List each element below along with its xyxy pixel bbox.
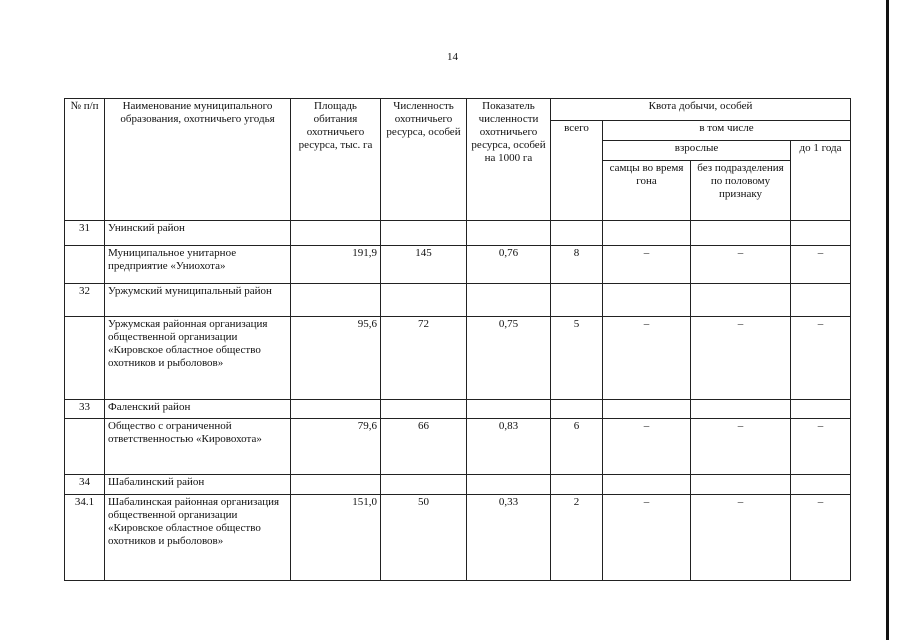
row-males: – bbox=[603, 495, 691, 581]
header-no-sex: без подразделения по половому признаку bbox=[691, 161, 791, 221]
row-area bbox=[291, 400, 381, 419]
row-num: 34 bbox=[65, 475, 105, 495]
header-area: Площадь обитания охотничьего ресурса, тыс. га bbox=[291, 99, 381, 221]
row-population bbox=[381, 284, 467, 317]
row-population bbox=[381, 221, 467, 246]
row-num bbox=[65, 317, 105, 400]
row-num: 32 bbox=[65, 284, 105, 317]
row-population: 66 bbox=[381, 419, 467, 475]
row-males bbox=[603, 221, 691, 246]
row-name: Шабалинский район bbox=[105, 475, 291, 495]
row-name: Шабалинская районная организация общественной организации «Кировское областное общество охотников и рыболовов» bbox=[105, 495, 291, 581]
row-density bbox=[467, 284, 551, 317]
row-nosex bbox=[691, 400, 791, 419]
table-row bbox=[65, 400, 851, 419]
header-density: Показатель численности охотничьего ресурса, особей на 1000 га bbox=[467, 99, 551, 221]
row-population bbox=[381, 475, 467, 495]
table-row bbox=[65, 475, 851, 495]
row-total: 2 bbox=[551, 495, 603, 581]
header-adults: взрослые bbox=[603, 141, 791, 161]
row-total bbox=[551, 475, 603, 495]
row-males bbox=[603, 400, 691, 419]
row-population: 72 bbox=[381, 317, 467, 400]
row-density: 0,76 bbox=[467, 246, 551, 284]
row-area: 151,0 bbox=[291, 495, 381, 581]
row-num bbox=[65, 246, 105, 284]
row-nosex: – bbox=[691, 317, 791, 400]
row-density bbox=[467, 221, 551, 246]
row-name: Унинский район bbox=[105, 221, 291, 246]
row-density bbox=[467, 475, 551, 495]
row-area bbox=[291, 284, 381, 317]
row-name: Фаленский район bbox=[105, 400, 291, 419]
row-total bbox=[551, 400, 603, 419]
row-young bbox=[791, 475, 851, 495]
row-name: Уржумская районная организация общественной организации «Кировское областное общество охотников и рыболовов» bbox=[105, 317, 291, 400]
row-nosex bbox=[691, 284, 791, 317]
row-males: – bbox=[603, 246, 691, 284]
row-num: 31 bbox=[65, 221, 105, 246]
row-num bbox=[65, 419, 105, 475]
row-total: 8 bbox=[551, 246, 603, 284]
row-density: 0,33 bbox=[467, 495, 551, 581]
row-young bbox=[791, 400, 851, 419]
header-under-year: до 1 года bbox=[791, 141, 851, 221]
row-density: 0,83 bbox=[467, 419, 551, 475]
quota-table bbox=[64, 98, 851, 581]
right-margin-rule bbox=[886, 0, 889, 640]
row-total bbox=[551, 221, 603, 246]
row-nosex: – bbox=[691, 419, 791, 475]
row-area bbox=[291, 475, 381, 495]
row-total: 6 bbox=[551, 419, 603, 475]
row-area bbox=[291, 221, 381, 246]
header-population: Численность охотничьего ресурса, особей bbox=[381, 99, 467, 221]
row-name: Уржумский муниципальный район bbox=[105, 284, 291, 317]
row-density: 0,75 bbox=[467, 317, 551, 400]
row-name: Муниципальное унитарное предприятие «Униохота» bbox=[105, 246, 291, 284]
header-total: всего bbox=[551, 121, 603, 221]
row-young bbox=[791, 221, 851, 246]
row-total bbox=[551, 284, 603, 317]
row-nosex bbox=[691, 221, 791, 246]
row-males: – bbox=[603, 419, 691, 475]
table-row bbox=[65, 284, 851, 317]
row-young bbox=[791, 284, 851, 317]
page-number: 14 bbox=[447, 51, 458, 63]
table-row bbox=[65, 495, 851, 581]
row-males: – bbox=[603, 317, 691, 400]
table-row bbox=[65, 221, 851, 246]
row-area: 79,6 bbox=[291, 419, 381, 475]
row-young: – bbox=[791, 317, 851, 400]
row-males bbox=[603, 475, 691, 495]
row-young: – bbox=[791, 495, 851, 581]
table-row bbox=[65, 246, 851, 284]
row-population: 50 bbox=[381, 495, 467, 581]
row-num: 33 bbox=[65, 400, 105, 419]
header-quota: Квота добычи, особей bbox=[551, 99, 851, 121]
header-name: Наименование муниципального образования, охотничьего угодья bbox=[105, 99, 291, 221]
table-row bbox=[65, 317, 851, 400]
row-area: 191,9 bbox=[291, 246, 381, 284]
row-total: 5 bbox=[551, 317, 603, 400]
row-nosex bbox=[691, 475, 791, 495]
row-population: 145 bbox=[381, 246, 467, 284]
row-num: 34.1 bbox=[65, 495, 105, 581]
row-nosex: – bbox=[691, 246, 791, 284]
header-males-rut: самцы во время гона bbox=[603, 161, 691, 221]
row-density bbox=[467, 400, 551, 419]
row-nosex: – bbox=[691, 495, 791, 581]
header-including: в том числе bbox=[603, 121, 851, 141]
row-name: Общество с ограниченной ответственностью «Кировохота» bbox=[105, 419, 291, 475]
row-young: – bbox=[791, 419, 851, 475]
row-area: 95,6 bbox=[291, 317, 381, 400]
table-row bbox=[65, 419, 851, 475]
row-population bbox=[381, 400, 467, 419]
row-young: – bbox=[791, 246, 851, 284]
row-males bbox=[603, 284, 691, 317]
header-num: № п/п bbox=[65, 99, 105, 221]
